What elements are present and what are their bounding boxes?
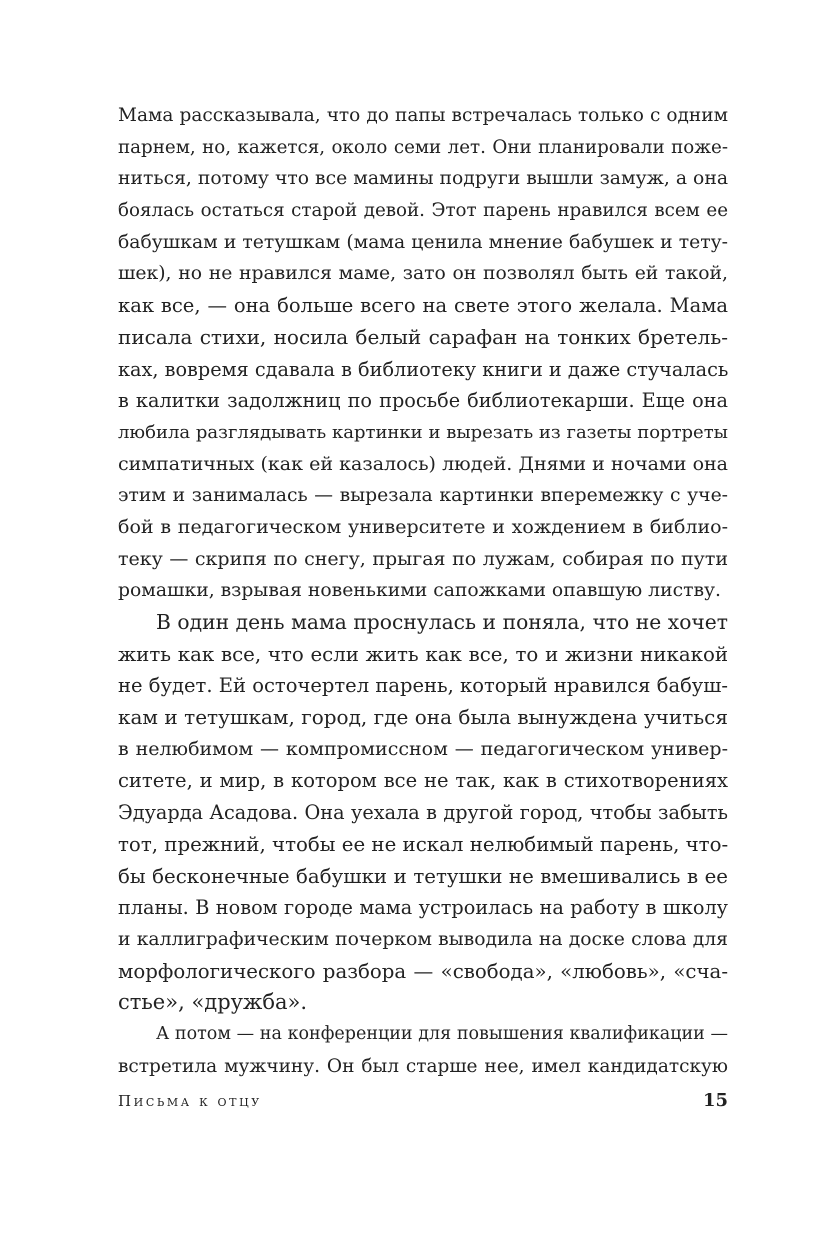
text-line: и каллиграфическим почерком выводила на доске слова для [118, 928, 728, 950]
text-line: ромашки, взрывая новенькими сапожками опавшую листву. [118, 580, 722, 602]
text-line: боялась остаться старой девой. Этот парень нравился всем ее [118, 200, 728, 222]
text-line: шек), но не нравился маме, зато он позволял быть ей такой, [118, 263, 728, 285]
text-line: морфологического разбора — «свобода», «любовь», «сча- [118, 959, 728, 983]
text-line: симпатичных (как ей казалось) людей. Днями и ночами она [118, 452, 728, 475]
text-line: писала стихи, носила белый сарафан на тонких бретель- [118, 324, 728, 349]
text-line: не будет. Ей осточертел парень, который нравился бабуш- [118, 674, 728, 698]
text-line: Мама рассказывала, что до папы встречалась только с одним [118, 105, 728, 126]
text-line: стье», «дружба». [118, 990, 308, 1015]
text-line: В один день мама проснулась и поняла, что не хочет [156, 610, 728, 634]
text-line: в калитки задолжниц по просьбе библиотекарши. Еще она [118, 389, 728, 413]
text-line: ниться, потому что все мамины подруги вышли замуж, а она [118, 168, 728, 190]
text-line: как все, — она больше всего на свете этого желала. Мама [118, 294, 728, 318]
text-line: ках, вовремя сдавала в библиотеку книги и даже стучалась [118, 357, 729, 381]
paragraph-3 [118, 1019, 728, 1082]
text-line: А потом — на конференции для повышения квалификации — [156, 1023, 728, 1044]
text-line: бой в педагогическом университете и хождением в библио- [118, 515, 728, 538]
page-number: 15 [702, 1090, 728, 1111]
paragraph-1 [118, 100, 728, 607]
text-line: жить как все, что если жить как все, то и жизни никакой [118, 642, 728, 666]
body-text [118, 100, 728, 1082]
running-title: Письма к отцу [118, 1092, 262, 1110]
text-line: бабушкам и тетушкам (мама ценила мнение бабушек и тету- [118, 231, 728, 253]
running-footer [118, 1092, 728, 1116]
text-line: парнем, но, кажется, около семи лет. Они планировали поже- [118, 136, 728, 158]
text-line: ситете, и мир, в котором все не так, как в стихотворениях [118, 769, 728, 793]
text-line: планы. В новом городе мама устроилась на работу в школу [118, 896, 728, 920]
text-line: любила разглядывать картинки и вырезать из газеты портреты [118, 421, 728, 443]
text-line: в нелюбимом — компромиссном — педагогическом универ- [118, 737, 728, 760]
text-line: кам и тетушкам, город, где она была вынуждена учиться [118, 705, 728, 730]
text-line: теку — скрипя по снегу, прыгая по лужам, собирая по пути [118, 547, 728, 570]
text-line: этим и занималась — вырезала картинки вперемежку с уче- [118, 485, 728, 507]
text-line: бы бесконечные бабушки и тетушки не вмешивались в ее [118, 864, 728, 888]
paragraph-2 [118, 607, 728, 1019]
text-line: Эдуарда Асадова. Она уехала в другой город, чтобы забыть [118, 801, 728, 825]
text-line: встретила мужчину. Он был старше нее, имел кандидатскую [118, 1055, 728, 1077]
text-line: тот, прежний, чтобы ее не искал нелюбимый парень, что- [118, 832, 729, 856]
